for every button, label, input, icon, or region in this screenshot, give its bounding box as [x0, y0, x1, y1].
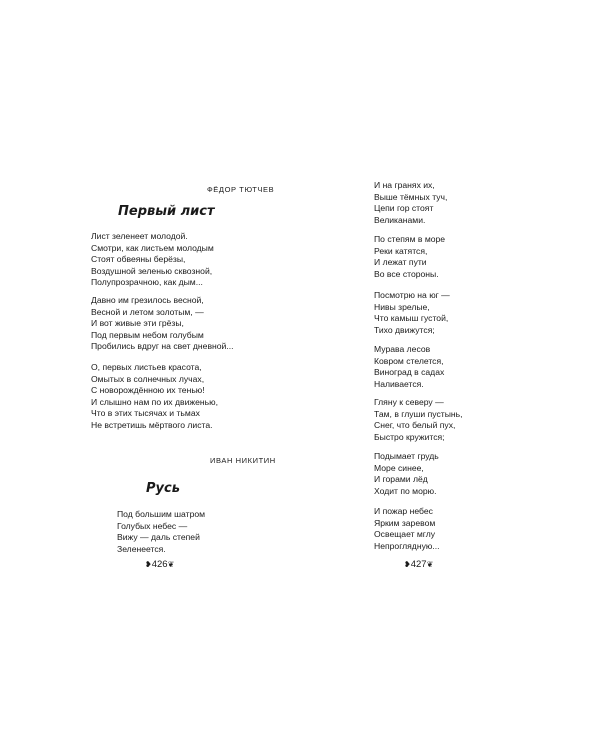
poem-line: Во все стороны. [374, 268, 439, 279]
poem-line: Реки катятся, [374, 245, 428, 256]
poem2-stanza-2 [374, 180, 447, 226]
poem-line: И пожар небес [374, 506, 433, 516]
poem-line: Воздушной зеленью сквозной, [91, 265, 213, 276]
poem-line: Мурава лесов [374, 344, 431, 354]
poem-line: И горами лёд [374, 474, 428, 485]
page-number-text: 427 [410, 559, 427, 570]
poem-line: Великанами. [374, 214, 426, 225]
poem-line: Освещает мглу [374, 529, 436, 540]
poem1-title: Первый лист [118, 204, 215, 219]
poem-line: Не встретишь мёртвого листа. [91, 419, 213, 430]
page-number-text: 426 [151, 559, 168, 570]
poem-line: Выше тёмных туч, [374, 191, 448, 202]
poem-line: Ходит по морю. [374, 485, 437, 496]
poem-line: Быстро кружится; [374, 431, 445, 442]
poem-line: Нивы зрелые, [374, 301, 430, 312]
poem1-stanza-2 [91, 295, 234, 353]
poem-line: Тихо движутся; [374, 324, 435, 335]
poem2-stanza-7 [374, 451, 439, 497]
poem-line: И вот живые эти грёзы, [91, 318, 184, 329]
poem-line: Море синее, [374, 462, 424, 473]
poem-line: Ярким заревом [374, 517, 436, 528]
poem-line: Наливается. [374, 378, 424, 389]
poem-line: Непроглядную... [374, 540, 440, 551]
poem-line: Полупрозрачною, как дым... [91, 277, 203, 288]
poem-line: О, первых листьев красота, [91, 362, 202, 372]
poem-line: Зеленеется. [117, 543, 166, 554]
poem-line: Посмотрю на юг — [374, 290, 450, 300]
poem2-stanza-5 [374, 344, 444, 390]
poem-line: Виноград в садах [374, 367, 445, 378]
poem2-stanza-4 [374, 290, 450, 336]
poem-line: Цепи гор стоят [374, 203, 434, 214]
poem2-stanza-1 [117, 509, 205, 555]
ornament-left-icon: ❥ [145, 560, 152, 569]
page-number-right [404, 559, 433, 570]
ornament-right-icon: ❦ [426, 560, 434, 569]
poem-line: Лист зеленеет молодой. [91, 231, 188, 241]
poem2-stanza-8 [374, 506, 439, 552]
poem1-stanza-3 [91, 362, 218, 432]
ornament-left-icon: ❥ [404, 560, 411, 569]
poem1-author: ФЁДОР ТЮТЧЕВ [207, 185, 275, 194]
poem-line: Под первым небом голубым [91, 329, 204, 340]
poem-line: Вижу — даль степей [117, 532, 200, 543]
page-number-left [145, 559, 174, 570]
poem-line: Весной и летом золотым, — [91, 306, 204, 317]
poem-line: Что камыш густой, [374, 313, 449, 324]
poem-line: И слышно нам по их движенью, [91, 396, 218, 407]
poem-line: Гляну к северу — [374, 397, 444, 407]
poem2-stanza-6 [374, 397, 463, 443]
poem-line: По степям в море [374, 234, 446, 244]
poem1-stanza-1 [91, 231, 214, 289]
poem-line: Под большим шатром [117, 509, 206, 519]
poem2-title: Русь [146, 481, 180, 496]
poem-line: Пробились вдруг на свет дневной... [91, 341, 234, 352]
poem-line: Стоят обвеяны берёзы, [91, 254, 186, 265]
poem-line: Голубых небес — [117, 520, 188, 531]
poem-line: Давно им грезилось весной, [91, 295, 204, 305]
poem-line: Что в этих тысячах и тьмах [91, 408, 200, 419]
poem-line: Ковром стелется, [374, 355, 444, 366]
poem2-stanza-3 [374, 234, 445, 280]
poem-line: И на гранях их, [374, 180, 435, 190]
poem-line: Там, в глуши пустынь, [374, 408, 463, 419]
poem-line: Снег, что белый пух, [374, 420, 456, 431]
poem-line: Омытых в солнечных лучах, [91, 373, 205, 384]
poem-line: Подымает грудь [374, 451, 439, 461]
poem2-author: ИВАН НИКИТИН [210, 456, 276, 465]
poem-line: С новорождённою их тенью! [91, 385, 205, 396]
ornament-right-icon: ❦ [167, 560, 175, 569]
poem-line: Смотри, как листьем молодым [91, 242, 214, 253]
poem-line: И лежат пути [374, 257, 427, 268]
